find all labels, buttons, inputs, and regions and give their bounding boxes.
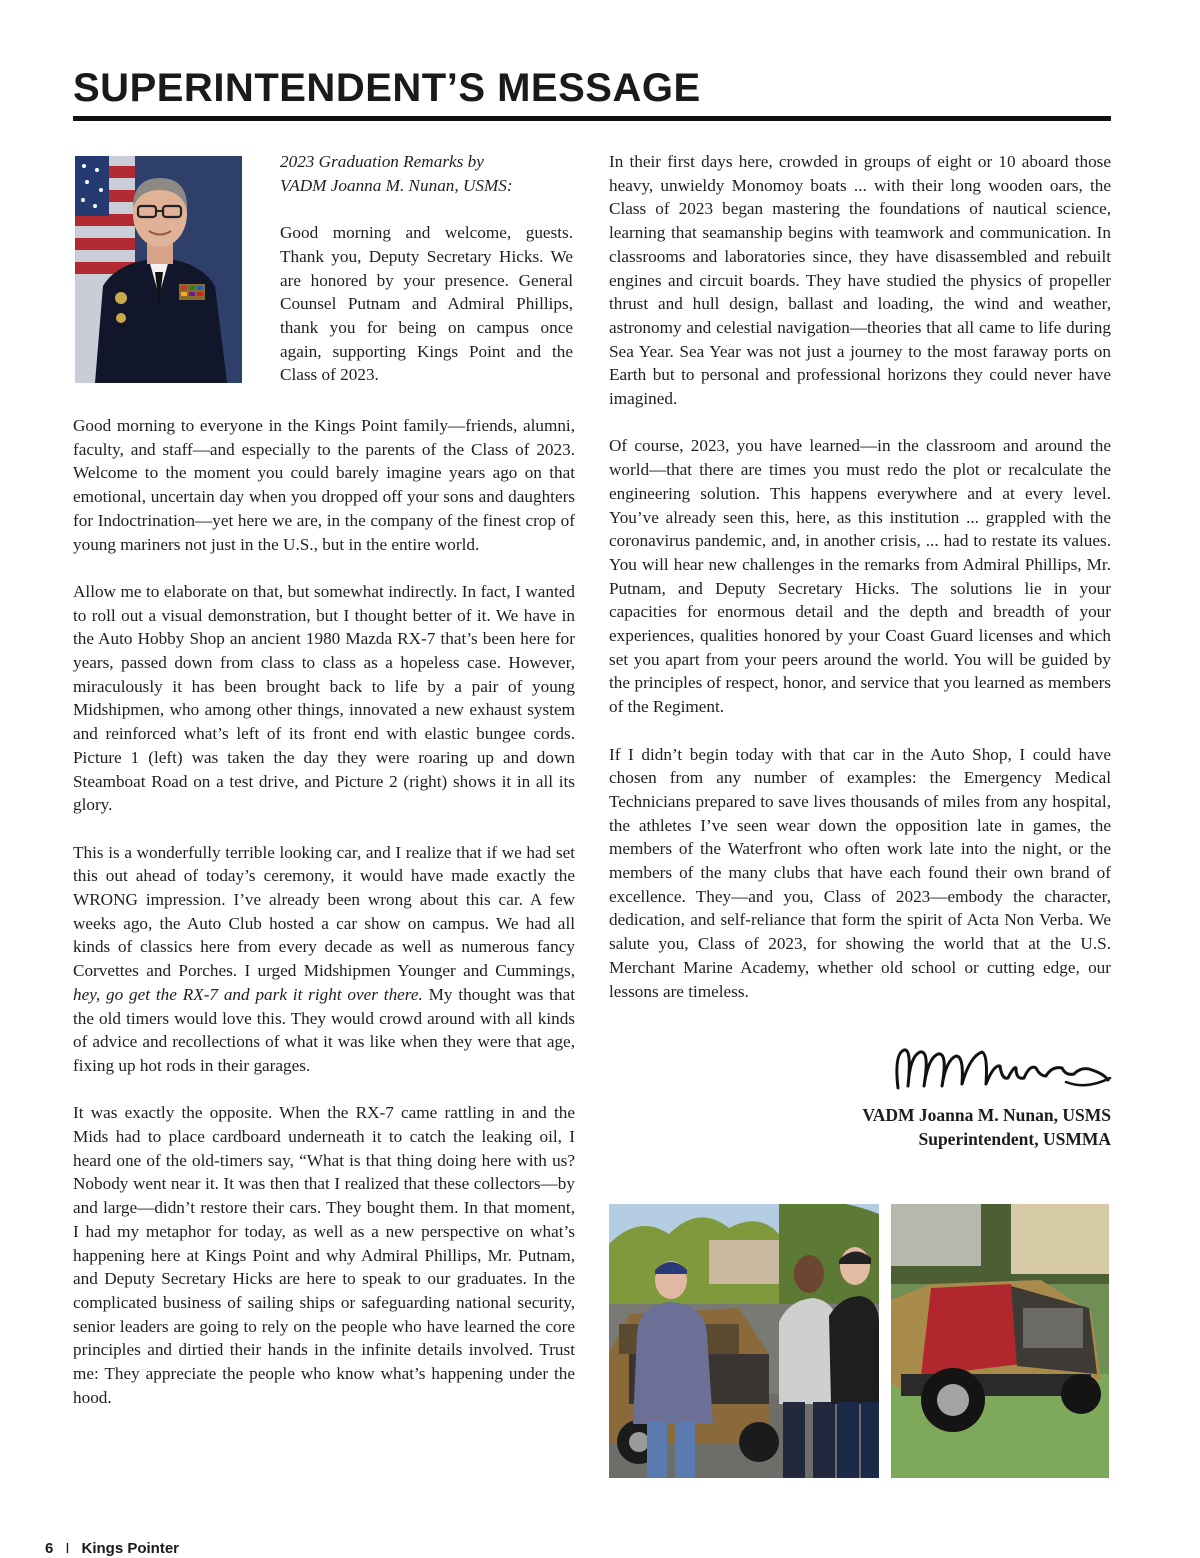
right-column xyxy=(609,150,1111,1027)
page-title: SUPERINTENDENT’S MESSAGE xyxy=(73,66,701,110)
greeting-paragraph: Good morning and welcome, guests. Thank you, Deputy Secretary Hicks. We are honored by your presence. General Counsel Putnam and Admiral Phillips, thank you for being on campus once again, supporting Kings Point and the Class of 2023. xyxy=(280,223,573,385)
italic-quote: hey, go get the RX-7 and park it right over there. xyxy=(73,984,423,1004)
handwritten-signature xyxy=(890,1036,1115,1106)
paragraph-text: This is a wonderfully terrible looking car, and I realize that if we had set this out ahead of today’s ceremony, it would have made exactly the WRONG impression. I’ve already been wrong about this car. A few weeks ago, the Auto Club hosted a car show on campus. We had all kinds of classics here from every decade as well as numerous fancy Corvettes and Porches. I urged Midshipmen Younger and Cummings, xyxy=(73,842,575,981)
paragraph: Allow me to elaborate on that, but somewhat indirectly. In fact, I wanted to roll out a visual demonstration, but I thought better of it. We have in the Auto Hobby Shop an ancient 1980 Mazda RX-7 that’s been here for years, passed down from class to class as a hopeless case. However, miraculously it has been brought back to life by a pair of young Midshipmen, who among other things, innovated a new exhaust system and reinforced what’s left of its front end with elastic bungee cords. Picture 1 (left) was taken the day they were roaring up and down Steamboat Road on a test drive, and Picture 2 (right) shows it in all its glory. xyxy=(73,581,575,815)
signatory-title: Superintendent, USMMA xyxy=(918,1129,1111,1149)
publication-name: Kings Pointer xyxy=(81,1540,180,1557)
page-number: 6 xyxy=(45,1540,54,1557)
paragraph: If I didn’t begin today with that car in the Auto Shop, I could have chosen from any number of examples: the Emergency Medical Technicians prepared to save lives thousands of miles from any hospital, the athletes I’ve seen wear down the opposition late in games, the members of the Waterfront who often work late into the night, or the members of the many clubs that have each found their own brand of excellence. They—and you, Class of 2023—embody the character, dedication, and self-reliance that form the spirit of Acta Non Verba. We salute you, Class of 2023, for showing the world that at the U.S. Merchant Marine Academy, whether old school or cutting edge, our lessons are timeless. xyxy=(609,744,1111,1001)
paragraph: It was exactly the opposite. When the RX-7 came rattling in and the Mids had to place cardboard underneath it to catch the leaking oil, I heard one of the old-timers say, “What is that thing doing here with us? Nobody went near it. It was then that I realized that these collectors—by and large—didn’t restore their cars. They bought them. In that moment, I had my metaphor for today, as well as a new perspective on what’s happening here at Kings Point and why Admiral Phillips, Mr. Putnam, and Deputy Secretary Hicks are here to speak to our graduates. In the complicated business of sailing ships or safeguarding national security, senior leaders are going to rely on the people who have learned the core principles and dirtied their hands in the infinite details involved. Trust me: They appreciate the people who know what’s happening under the hood. xyxy=(73,1103,575,1407)
remarks-heading-line1: 2023 Graduation Remarks by xyxy=(280,152,484,171)
photo-rx7-car xyxy=(891,1204,1109,1478)
paragraph: In their first days here, crowded in groups of eight or 10 aboard those heavy, unwieldy Monomoy boats ... with their long wooden oars, the Class of 2023 began mastering the foundations of nautical science, learning that seamanship begins with teamwork and communication. In classrooms and laboratories since, they have disassembled and rebuilt engines and circuit boards. They have studied the physics of propeller thrust and hull design, ballast and loading, the wind and weather, astronomy and celestial navigation—theories that all came to life during Sea Year. Sea Year was not just a journey to the most faraway ports on Earth but to personal and professional horizons they could never have imagined. xyxy=(609,152,1111,409)
paragraph: Of course, 2023, you have learned—in the classroom and around the world—that there are times you must redo the plot or recalculate the engineering solution. This happens everywhere and at every level. You’ve already seen this, here, as this institution ... grappled with the coronavirus pandemic, and, in another crisis, ... had to restate its values. You will hear new challenges in the remarks from Admiral Phillips, Mr. Putnam, and Deputy Secretary Hicks. The solutions lie in your capacities for enormous detail and the depth and breadth of your experiences, qualities honored by your Coast Guard licenses and which set you apart from your peers around the world. You will be guided by the principles of respect, honor, and service that you learned as members of the Regiment. xyxy=(609,436,1111,717)
remarks-heading xyxy=(280,150,573,197)
paragraph xyxy=(73,841,575,1078)
left-column xyxy=(73,414,575,1433)
signatory-name: VADM Joanna M. Nunan, USMS xyxy=(862,1105,1111,1125)
paragraph: Good morning to everyone in the Kings Point family—friends, alumni, faculty, and staff—and especially to the parents of the Class of 2023. Welcome to the moment you could barely imagine years ago on that emotional, uncertain day when you dropped off your sons and daughters for Indoctrination—yet here we are, in the company of the finest crop of young mariners not just in the U.S., but in the entire world. xyxy=(73,416,575,554)
superintendent-portrait xyxy=(75,156,242,383)
paragraph-text: My thought was that the old timers would love this. They would crowd around with all kinds of advice and recollections of what it was like when they were that age, fixing up hot rods in their garages. xyxy=(73,984,575,1075)
photo-midshipmen-with-car xyxy=(609,1204,879,1478)
page-footer xyxy=(45,1540,179,1557)
remarks-heading-line2: VADM Joanna M. Nunan, USMS: xyxy=(280,175,513,195)
title-divider xyxy=(73,116,1111,121)
intro-block xyxy=(280,150,573,411)
footer-separator: I xyxy=(65,1540,70,1557)
signature-block xyxy=(862,1103,1111,1151)
